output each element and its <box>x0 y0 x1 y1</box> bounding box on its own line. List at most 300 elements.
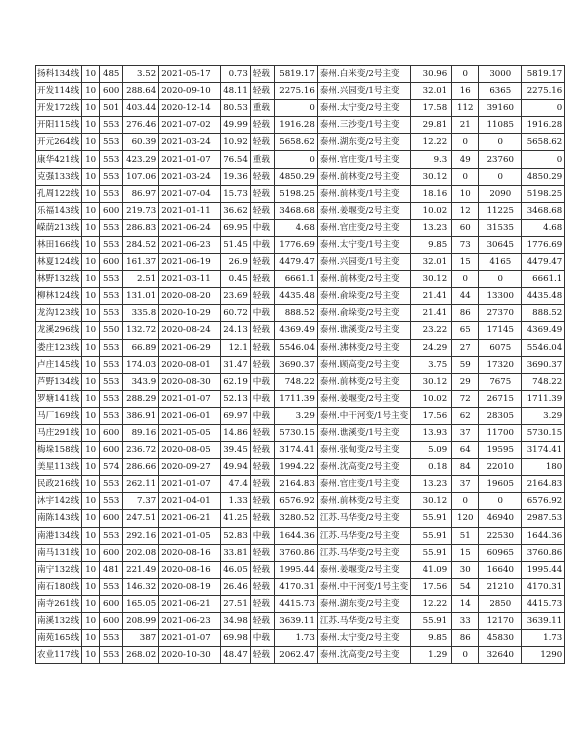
table-cell: 2021-05-05 <box>159 424 221 441</box>
table-cell: 林野132线 <box>36 271 82 288</box>
table-cell: 51 <box>452 527 479 544</box>
table-cell: 33.81 <box>221 544 251 561</box>
table-cell: 48.47 <box>221 647 251 664</box>
table-cell: 泰州.白米变/2号主变 <box>317 66 410 83</box>
table-row <box>36 117 565 134</box>
table-cell: 轻载 <box>250 424 274 441</box>
table-cell: 开元264线 <box>36 134 82 151</box>
table-cell: 286.83 <box>123 219 159 236</box>
table-cell: 553 <box>100 630 123 647</box>
table-cell: 10 <box>82 134 100 151</box>
table-cell: 南石180线 <box>36 578 82 595</box>
table-cell: 泰州.官庄变/1号主变 <box>317 476 410 493</box>
table-cell: 343.9 <box>123 373 159 390</box>
table-cell: 59 <box>452 356 479 373</box>
table-cell: 4479.47 <box>522 254 565 271</box>
table-cell: 10 <box>82 561 100 578</box>
table-cell: 46.05 <box>221 561 251 578</box>
table-cell: 11700 <box>479 424 522 441</box>
table-cell: 轻载 <box>250 578 274 595</box>
table-cell: 泰州.姜堰变/2号主变 <box>317 390 410 407</box>
table-cell: 5819.17 <box>274 66 317 83</box>
table-cell: 0 <box>522 100 565 117</box>
table-cell: 10 <box>82 544 100 561</box>
table-cell: 2021-05-17 <box>159 66 221 83</box>
table-cell: 485 <box>100 66 123 83</box>
table-cell: 276.46 <box>123 117 159 134</box>
table-cell: 14 <box>452 595 479 612</box>
table-cell: 2020-08-20 <box>159 288 221 305</box>
table-cell: 1644.36 <box>522 527 565 544</box>
table-cell: 轻载 <box>250 595 274 612</box>
table-cell: 农业117线 <box>36 647 82 664</box>
table-row <box>36 647 565 664</box>
table-cell: 39.45 <box>221 442 251 459</box>
table-cell: 86 <box>452 305 479 322</box>
table-cell: 2062.47 <box>274 647 317 664</box>
data-table-container <box>35 65 565 664</box>
table-cell: 5730.15 <box>274 424 317 441</box>
table-cell: 36.62 <box>221 202 251 219</box>
table-cell: 18.16 <box>411 185 452 202</box>
table-cell: 泰州.湖东变/2号主变 <box>317 134 410 151</box>
table-cell: 24.13 <box>221 322 251 339</box>
table-cell: 112 <box>452 100 479 117</box>
table-cell: 10 <box>82 83 100 100</box>
table-cell: 62 <box>452 407 479 424</box>
table-cell: 55.91 <box>411 510 452 527</box>
table-cell: 10 <box>82 407 100 424</box>
table-cell: 600 <box>100 544 123 561</box>
table-cell: 5198.25 <box>274 185 317 202</box>
table-cell: 0 <box>479 168 522 185</box>
table-cell: 49 <box>452 151 479 168</box>
table-cell: 37 <box>452 424 479 441</box>
table-cell: 3468.68 <box>522 202 565 219</box>
table-cell: 2021-06-21 <box>159 595 221 612</box>
table-cell: 30.12 <box>411 493 452 510</box>
table-cell: 2020-08-16 <box>159 544 221 561</box>
table-cell: 31.47 <box>221 356 251 373</box>
table-cell: 1995.44 <box>274 561 317 578</box>
table-cell: 4850.29 <box>522 168 565 185</box>
table-cell: 888.52 <box>522 305 565 322</box>
table-cell: 泰州.官庄变/1号主变 <box>317 151 410 168</box>
table-cell: 16 <box>452 83 479 100</box>
table-cell: 2275.16 <box>522 83 565 100</box>
table-row <box>36 442 565 459</box>
table-cell: 0 <box>274 100 317 117</box>
table-cell: 19.36 <box>221 168 251 185</box>
table-cell: 10 <box>82 322 100 339</box>
table-row <box>36 151 565 168</box>
table-cell: 重载 <box>250 151 274 168</box>
table-cell: 3760.86 <box>274 544 317 561</box>
table-cell: 10 <box>82 100 100 117</box>
table-cell: 10 <box>82 613 100 630</box>
table-cell: 574 <box>100 459 123 476</box>
table-cell: 中载 <box>250 407 274 424</box>
table-cell: 12.22 <box>411 134 452 151</box>
table-cell: 轻载 <box>250 168 274 185</box>
table-cell: 10 <box>82 356 100 373</box>
table-cell: 292.16 <box>123 527 159 544</box>
table-cell: 2021-06-29 <box>159 339 221 356</box>
table-cell: 22010 <box>479 459 522 476</box>
table-cell: 1.73 <box>274 630 317 647</box>
table-cell: 0.45 <box>221 271 251 288</box>
table-cell: 335.8 <box>123 305 159 322</box>
table-cell: 30.12 <box>411 373 452 390</box>
table-row <box>36 271 565 288</box>
table-cell: 2021-01-11 <box>159 202 221 219</box>
table-cell: 0 <box>452 647 479 664</box>
table-cell: 4850.29 <box>274 168 317 185</box>
table-cell: 387 <box>123 630 159 647</box>
table-cell: 10 <box>82 373 100 390</box>
table-cell: 2020-08-19 <box>159 578 221 595</box>
table-cell: 284.52 <box>123 236 159 253</box>
table-cell: 1776.69 <box>522 236 565 253</box>
table-cell: 2021-06-21 <box>159 510 221 527</box>
table-cell: 30.96 <box>411 66 452 83</box>
table-cell: 21210 <box>479 578 522 595</box>
table-cell: 泰州.顾高变/2号主变 <box>317 356 410 373</box>
table-cell: 60.72 <box>221 305 251 322</box>
table-row <box>36 134 565 151</box>
table-cell: 69.95 <box>221 219 251 236</box>
table-cell: 3.75 <box>411 356 452 373</box>
table-cell: 1711.39 <box>522 390 565 407</box>
table-cell: 10 <box>452 185 479 202</box>
table-cell: 江苏.马华变/2号主变 <box>317 510 410 527</box>
table-cell: 南陈143线 <box>36 510 82 527</box>
table-cell: 37 <box>452 476 479 493</box>
table-cell: 南寺261线 <box>36 595 82 612</box>
table-cell: 52.13 <box>221 390 251 407</box>
table-cell: 2164.83 <box>274 476 317 493</box>
table-cell: 5546.04 <box>522 339 565 356</box>
table-cell: 27.51 <box>221 595 251 612</box>
table-cell: 南苑165线 <box>36 630 82 647</box>
table-cell: 3639.11 <box>522 613 565 630</box>
table-cell: 轻载 <box>250 66 274 83</box>
table-cell: 2021-03-24 <box>159 134 221 151</box>
table-cell: 2020-08-30 <box>159 373 221 390</box>
table-cell: 41.25 <box>221 510 251 527</box>
table-cell: 17320 <box>479 356 522 373</box>
table-cell: 4435.48 <box>522 288 565 305</box>
table-cell: 2021-06-24 <box>159 219 221 236</box>
table-cell: 553 <box>100 117 123 134</box>
table-row <box>36 424 565 441</box>
table-cell: 11085 <box>479 117 522 134</box>
table-cell: 2021-06-19 <box>159 254 221 271</box>
table-row <box>36 288 565 305</box>
table-cell: 80.53 <box>221 100 251 117</box>
table-cell: 10 <box>82 510 100 527</box>
table-cell: 10.92 <box>221 134 251 151</box>
table-row <box>36 407 565 424</box>
table-row <box>36 476 565 493</box>
table-cell: 221.49 <box>123 561 159 578</box>
table-cell: 15 <box>452 544 479 561</box>
table-cell: 2987.53 <box>522 510 565 527</box>
table-cell: 2020-09-27 <box>159 459 221 476</box>
table-cell: 76.54 <box>221 151 251 168</box>
table-cell: 2164.83 <box>522 476 565 493</box>
table-cell: 12.22 <box>411 595 452 612</box>
table-cell: 553 <box>100 134 123 151</box>
table-cell: 中载 <box>250 236 274 253</box>
table-cell: 轻载 <box>250 544 274 561</box>
table-cell: 泰州.湖东变/2号主变 <box>317 595 410 612</box>
table-cell: 10 <box>82 202 100 219</box>
table-cell: 龙溪296线 <box>36 322 82 339</box>
table-cell: 3639.11 <box>274 613 317 630</box>
table-cell: 219.73 <box>123 202 159 219</box>
table-cell: 轻载 <box>250 254 274 271</box>
table-cell: 中载 <box>250 527 274 544</box>
table-cell: 55.91 <box>411 544 452 561</box>
table-cell: 69.97 <box>221 407 251 424</box>
table-cell: 13.93 <box>411 424 452 441</box>
table-cell: 17145 <box>479 322 522 339</box>
table-cell: 107.06 <box>123 168 159 185</box>
table-cell: 6576.92 <box>522 493 565 510</box>
table-cell: 30.12 <box>411 168 452 185</box>
table-cell: 386.91 <box>123 407 159 424</box>
table-cell: 开发172线 <box>36 100 82 117</box>
table-cell: 423.29 <box>123 151 159 168</box>
table-cell: 34.98 <box>221 613 251 630</box>
table-cell: 748.22 <box>522 373 565 390</box>
table-cell: 44 <box>452 288 479 305</box>
table-row <box>36 561 565 578</box>
table-cell: 4369.49 <box>522 322 565 339</box>
table-cell: 轻载 <box>250 647 274 664</box>
table-cell: 27370 <box>479 305 522 322</box>
table-cell: 南马131线 <box>36 544 82 561</box>
table-cell: 泰州.谯溪变/1号主变 <box>317 424 410 441</box>
table-cell: 南港134线 <box>36 527 82 544</box>
table-cell: 泰州.张甸变/2号主变 <box>317 442 410 459</box>
table-cell: 江苏.马华变/2号主变 <box>317 527 410 544</box>
table-cell: 10 <box>82 476 100 493</box>
table-cell: 2021-01-07 <box>159 151 221 168</box>
table-cell: 轻载 <box>250 356 274 373</box>
table-cell: 49.99 <box>221 117 251 134</box>
table-cell: 247.51 <box>123 510 159 527</box>
table-cell: 26.46 <box>221 578 251 595</box>
table-cell: 46940 <box>479 510 522 527</box>
table-cell: 10 <box>82 219 100 236</box>
table-cell: 10 <box>82 390 100 407</box>
table-row <box>36 322 565 339</box>
table-cell: 泰州.谯溪变/2号主变 <box>317 322 410 339</box>
table-cell: 600 <box>100 83 123 100</box>
table-cell: 4415.73 <box>522 595 565 612</box>
table-cell: 4435.48 <box>274 288 317 305</box>
table-cell: 12 <box>452 202 479 219</box>
table-cell: 1.73 <box>522 630 565 647</box>
table-cell: 19595 <box>479 442 522 459</box>
table-cell: 26715 <box>479 390 522 407</box>
table-cell: 10 <box>82 527 100 544</box>
table-cell: 卢庄145线 <box>36 356 82 373</box>
table-cell: 0 <box>452 168 479 185</box>
table-row <box>36 356 565 373</box>
table-cell: 4170.31 <box>274 578 317 595</box>
table-cell: 10 <box>82 647 100 664</box>
table-cell: 600 <box>100 613 123 630</box>
table-cell: 600 <box>100 442 123 459</box>
table-cell: 马庄291线 <box>36 424 82 441</box>
table-cell: 600 <box>100 510 123 527</box>
table-cell: 2021-01-05 <box>159 527 221 544</box>
table-cell: 553 <box>100 493 123 510</box>
table-cell: 4170.31 <box>522 578 565 595</box>
table-cell: 10 <box>82 168 100 185</box>
table-cell: 中载 <box>250 630 274 647</box>
table-cell: 0 <box>274 151 317 168</box>
table-cell: 7.37 <box>123 493 159 510</box>
table-cell: 23.69 <box>221 288 251 305</box>
table-cell: 3000 <box>479 66 522 83</box>
table-cell: 轻载 <box>250 271 274 288</box>
table-cell: 中载 <box>250 390 274 407</box>
table-cell: 5730.15 <box>522 424 565 441</box>
table-row <box>36 595 565 612</box>
table-cell: 288.29 <box>123 390 159 407</box>
table-cell: 19605 <box>479 476 522 493</box>
table-cell: 4165 <box>479 254 522 271</box>
table-cell: 2021-03-24 <box>159 168 221 185</box>
table-cell: 600 <box>100 254 123 271</box>
table-cell: 0 <box>479 271 522 288</box>
table-cell: 中载 <box>250 219 274 236</box>
table-cell: 49.94 <box>221 459 251 476</box>
table-cell: 嵘荫213线 <box>36 219 82 236</box>
table-row <box>36 613 565 630</box>
table-cell: 72 <box>452 390 479 407</box>
table-cell: 29 <box>452 373 479 390</box>
table-cell: 73 <box>452 236 479 253</box>
table-cell: 2021-01-07 <box>159 630 221 647</box>
table-cell: 1.29 <box>411 647 452 664</box>
table-cell: 1776.69 <box>274 236 317 253</box>
table-cell: 64 <box>452 442 479 459</box>
table-cell: 0 <box>452 66 479 83</box>
table-cell: 轻载 <box>250 117 274 134</box>
table-row <box>36 510 565 527</box>
table-cell: 27 <box>452 339 479 356</box>
table-cell: 10 <box>82 117 100 134</box>
table-cell: 开阳115线 <box>36 117 82 134</box>
table-row <box>36 185 565 202</box>
table-cell: 江苏.马华变/2号主变 <box>317 613 410 630</box>
table-cell: 10 <box>82 630 100 647</box>
table-cell: 0 <box>452 271 479 288</box>
table-cell: 2850 <box>479 595 522 612</box>
table-row <box>36 66 565 83</box>
table-cell: 2275.16 <box>274 83 317 100</box>
table-cell: 84 <box>452 459 479 476</box>
table-cell: 10 <box>82 424 100 441</box>
table-cell: 52.83 <box>221 527 251 544</box>
table-cell: 553 <box>100 390 123 407</box>
table-cell: 轻载 <box>250 83 274 100</box>
table-cell: 15 <box>452 254 479 271</box>
table-cell: 55.91 <box>411 613 452 630</box>
table-cell: 江苏.马华变/2号主变 <box>317 544 410 561</box>
table-cell: 2021-07-02 <box>159 117 221 134</box>
table-row <box>36 168 565 185</box>
table-cell: 扬科134线 <box>36 66 82 83</box>
table-cell: 2020-08-05 <box>159 442 221 459</box>
table-cell: 288.64 <box>123 83 159 100</box>
table-cell: 10 <box>82 66 100 83</box>
table-cell: 120 <box>452 510 479 527</box>
table-cell: 4.68 <box>522 219 565 236</box>
table-cell: 21.41 <box>411 288 452 305</box>
table-cell: 553 <box>100 305 123 322</box>
table-cell: 5198.25 <box>522 185 565 202</box>
table-cell: 泰州.太宁变/2号主变 <box>317 100 410 117</box>
table-cell: 泰州.姜堰变/2号主变 <box>317 561 410 578</box>
table-cell: 南宁132线 <box>36 561 82 578</box>
table-cell: 2021-01-07 <box>159 390 221 407</box>
table-cell: 60965 <box>479 544 522 561</box>
table-cell: 4369.49 <box>274 322 317 339</box>
table-row <box>36 100 565 117</box>
table-cell: 3174.41 <box>274 442 317 459</box>
table-row <box>36 578 565 595</box>
table-cell: 553 <box>100 647 123 664</box>
table-cell: 10 <box>82 185 100 202</box>
table-cell: 146.32 <box>123 578 159 595</box>
table-cell: 33 <box>452 613 479 630</box>
table-cell: 13300 <box>479 288 522 305</box>
table-cell: 286.66 <box>123 459 159 476</box>
table-cell: 泰州.兴园变/1号主变 <box>317 254 410 271</box>
table-cell: 0.73 <box>221 66 251 83</box>
table-cell: 17.56 <box>411 578 452 595</box>
table-cell: 553 <box>100 151 123 168</box>
table-cell: 888.52 <box>274 305 317 322</box>
table-cell: 2021-06-23 <box>159 613 221 630</box>
table-cell: 553 <box>100 219 123 236</box>
table-cell: 轻载 <box>250 339 274 356</box>
table-cell: 748.22 <box>274 373 317 390</box>
table-cell: 553 <box>100 339 123 356</box>
table-cell: 重载 <box>250 100 274 117</box>
table-cell: 泰州.中干河变/1号主变 <box>317 578 410 595</box>
table-cell: 16640 <box>479 561 522 578</box>
table-cell: 26.9 <box>221 254 251 271</box>
table-cell: 3280.52 <box>274 510 317 527</box>
table-cell: 236.72 <box>123 442 159 459</box>
table-cell: 10 <box>82 493 100 510</box>
table-cell: 2.51 <box>123 271 159 288</box>
table-cell: 罗塘141线 <box>36 390 82 407</box>
table-cell: 1290 <box>522 647 565 664</box>
table-cell: 501 <box>100 100 123 117</box>
table-cell: 柳林124线 <box>36 288 82 305</box>
table-cell: 15.73 <box>221 185 251 202</box>
table-cell: 553 <box>100 476 123 493</box>
table-cell: 2020-08-16 <box>159 561 221 578</box>
